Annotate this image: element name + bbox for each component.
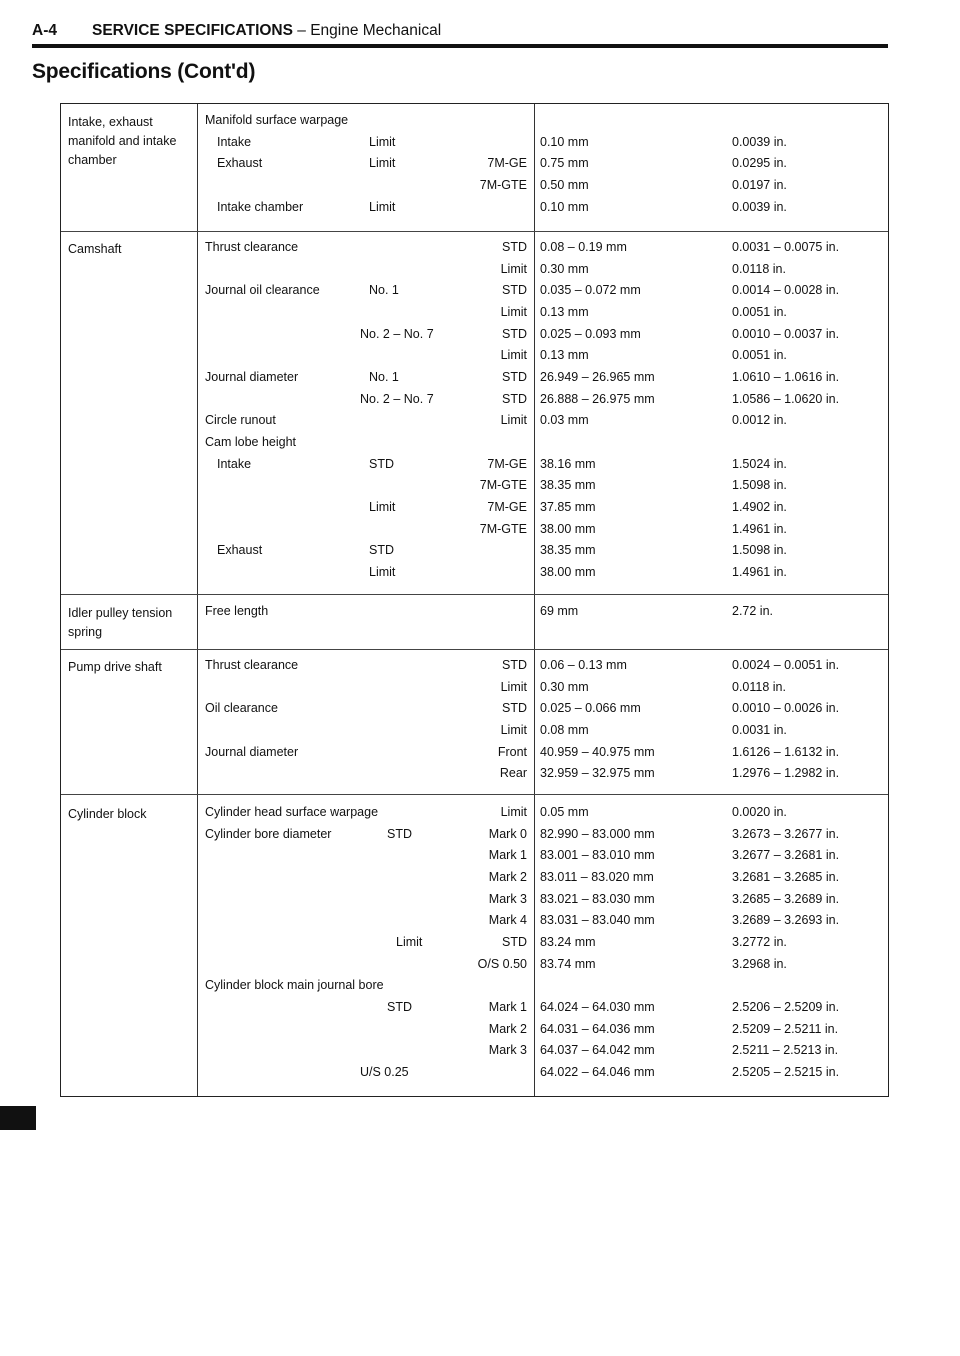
spec-variant: STD [502, 240, 527, 254]
spec-item: Cylinder block main journal bore [205, 978, 384, 993]
spec-condition: STD [369, 543, 394, 558]
value-mm: 0.08 mm [540, 723, 589, 737]
value-mm: 0.03 mm [540, 413, 589, 428]
value-in: 1.6126 – 1.6132 in. [732, 744, 840, 759]
value-mm: 0.13 mm [540, 305, 589, 319]
value-mm: 26.888 – 26.975 mm [540, 391, 655, 406]
value-in: 0.0010 – 0.0037 in. [732, 326, 840, 341]
spec-variant: Mark 3 [488, 1043, 527, 1058]
spec-variant: Mark 0 [488, 826, 527, 841]
group-label: Cylinder block [68, 807, 147, 821]
value-in: 0.0031 in. [732, 723, 787, 737]
value-in: 3.2685 – 3.2689 in. [732, 891, 840, 906]
page-number: A-4 [32, 22, 57, 39]
page-title: Specifications (Cont'd) [32, 60, 256, 83]
header-title: SERVICE SPECIFICATIONS [92, 22, 293, 39]
value-mm: 83.24 mm [540, 935, 596, 950]
value-mm: 69 mm [540, 604, 579, 618]
value-mm: 40.959 – 40.975 mm [540, 744, 655, 759]
spec-condition: No. 2 – No. 7 [360, 326, 434, 341]
value-mm: 64.031 – 64.036 mm [540, 1021, 655, 1036]
spec-condition: Limit [369, 565, 396, 580]
spec-condition: Limit [369, 156, 396, 171]
value-mm: 0.025 – 0.093 mm [540, 326, 641, 341]
spec-condition: Limit [396, 935, 423, 950]
spec-variant: Mark 1 [488, 848, 527, 863]
value-mm: 0.05 mm [540, 805, 589, 819]
spec-variant: STD [502, 658, 527, 672]
value-mm: 0.75 mm [540, 156, 589, 171]
spec-item: Journal oil clearance [205, 283, 320, 298]
spec-item: Exhaust [217, 543, 263, 558]
spec-variant: Limit [500, 723, 527, 737]
value-in: 2.5211 – 2.5213 in. [732, 1043, 839, 1058]
value-mm: 0.06 – 0.13 mm [540, 658, 627, 672]
spec-item: Oil clearance [205, 701, 278, 716]
value-in: 0.0197 in. [732, 178, 787, 192]
value-mm: 64.022 – 64.046 mm [540, 1065, 655, 1080]
spec-variant: Mark 2 [488, 1021, 527, 1036]
value-in: 1.4961 in. [732, 521, 787, 536]
group-label: Camshaft [68, 242, 122, 256]
spec-item: Intake [217, 456, 252, 471]
value-in: 0.0039 in. [732, 134, 787, 149]
value-in: 1.2976 – 1.2982 in. [732, 766, 840, 781]
spec-variant: Mark 2 [488, 870, 527, 884]
value-in: 0.0118 in. [732, 679, 786, 694]
value-mm: 0.035 – 0.072 mm [540, 283, 641, 298]
spec-variant: Limit [500, 305, 527, 319]
spec-condition: No. 2 – No. 7 [360, 391, 434, 406]
spec-condition: STD [369, 456, 394, 471]
value-in: 2.5209 – 2.5211 in. [732, 1021, 839, 1036]
value-mm: 0.08 – 0.19 mm [540, 240, 627, 254]
spec-condition: Limit [369, 199, 396, 214]
value-mm: 32.959 – 32.975 mm [540, 766, 655, 781]
value-mm: 0.50 mm [540, 178, 589, 192]
spec-table [60, 103, 889, 1097]
value-mm: 26.949 – 26.965 mm [540, 370, 655, 385]
value-mm: 0.10 mm [540, 134, 589, 149]
spec-variant: STD [502, 326, 527, 341]
value-mm: 38.00 mm [540, 521, 596, 536]
value-mm: 83.001 – 83.010 mm [540, 848, 655, 863]
spec-item: Thrust clearance [205, 658, 299, 672]
value-in: 3.2772 in. [732, 935, 787, 950]
value-in: 3.2968 in. [732, 956, 787, 971]
spec-variant: 7M-GTE [479, 178, 527, 192]
spec-variant: Limit [500, 805, 527, 819]
page-header [32, 22, 441, 40]
group-label: Idler pulley tension spring [68, 606, 173, 639]
value-mm: 38.35 mm [540, 478, 596, 493]
value-mm: 0.30 mm [540, 261, 589, 276]
header-rule [32, 44, 888, 48]
value-mm: 0.10 mm [540, 199, 589, 214]
spec-variant: Front [497, 744, 527, 759]
spec-item: Journal diameter [205, 370, 299, 385]
value-mm: 83.031 – 83.040 mm [540, 913, 655, 928]
spec-item: Manifold surface warpage [205, 113, 349, 127]
spec-variant: Rear [499, 766, 527, 781]
spec-variant: STD [502, 370, 527, 385]
value-in: 1.5098 in. [732, 543, 787, 558]
value-mm: 83.74 mm [540, 956, 596, 971]
spec-item: Thrust clearance [205, 240, 299, 254]
value-in: 2.5206 – 2.5209 in. [732, 1000, 840, 1015]
spec-variant: STD [502, 935, 527, 950]
value-mm: 0.025 – 0.066 mm [540, 701, 641, 716]
spec-variant: O/S 0.50 [477, 956, 527, 971]
spec-variant: Limit [500, 679, 527, 694]
spec-condition: Limit [369, 500, 396, 515]
spec-item: Cylinder head surface warpage [205, 805, 379, 819]
spec-item: Circle runout [205, 413, 276, 428]
spec-variant: STD [502, 391, 527, 406]
value-in: 0.0295 in. [732, 156, 787, 171]
spec-variant: Limit [500, 348, 527, 363]
spec-variant: Mark 4 [488, 913, 527, 928]
value-in: 0.0118 in. [732, 261, 786, 276]
value-mm: 0.30 mm [540, 679, 589, 694]
group-separator [61, 794, 888, 795]
value-in: 0.0010 – 0.0026 in. [732, 701, 840, 716]
spec-variant: 7M-GE [487, 156, 527, 171]
spec-item: Journal diameter [205, 744, 299, 759]
spec-item: Intake chamber [217, 199, 304, 214]
value-mm: 38.35 mm [540, 543, 596, 558]
value-mm: 64.024 – 64.030 mm [540, 1000, 655, 1015]
spec-condition: No. 1 [369, 370, 399, 385]
group-separator [61, 649, 888, 650]
group-separator [61, 594, 888, 595]
value-in: 2.72 in. [732, 604, 774, 618]
value-mm: 64.037 – 64.042 mm [540, 1043, 655, 1058]
value-in: 0.0039 in. [732, 199, 787, 214]
spec-item: Intake [217, 134, 252, 149]
group-label: Pump drive shaft [68, 660, 162, 674]
spec-condition: U/S 0.25 [360, 1065, 409, 1080]
value-in: 3.2689 – 3.2693 in. [732, 913, 840, 928]
value-in: 0.0014 – 0.0028 in. [732, 283, 840, 298]
value-mm: 38.00 mm [540, 565, 596, 580]
value-in: 0.0020 in. [732, 805, 787, 819]
value-mm: 0.13 mm [540, 348, 589, 363]
value-in: 1.5098 in. [732, 478, 787, 493]
value-in: 1.0586 – 1.0620 in. [732, 391, 840, 406]
value-mm: 37.85 mm [540, 500, 596, 515]
header-section: – Engine Mechanical [292, 22, 442, 39]
margin-marker [0, 1106, 36, 1130]
spec-variant: 7M-GE [487, 500, 527, 515]
value-in: 0.0051 in. [732, 305, 787, 319]
group-label: Intake, exhaust manifold and intake chamber [68, 115, 177, 167]
value-in: 1.4902 in. [732, 500, 787, 515]
spec-variant: Mark 3 [488, 891, 527, 906]
spec-variant: 7M-GTE [479, 521, 527, 536]
spec-variant: Limit [500, 413, 527, 428]
spec-item: Exhaust [217, 156, 263, 171]
spec-item: Cam lobe height [205, 435, 297, 450]
value-in: 1.4961 in. [732, 565, 787, 580]
spec-variant: STD [502, 701, 527, 716]
column-divider [197, 104, 198, 1096]
spec-condition: Limit [369, 134, 396, 149]
value-mm: 82.990 – 83.000 mm [540, 826, 655, 841]
value-in: 2.5205 – 2.5215 in. [732, 1065, 840, 1080]
value-in: 0.0031 – 0.0075 in. [732, 240, 840, 254]
value-mm: 38.16 mm [540, 456, 596, 471]
value-in: 1.0610 – 1.0616 in. [732, 370, 840, 385]
spec-variant: Mark 1 [488, 1000, 527, 1015]
column-divider [534, 104, 535, 1096]
value-in: 0.0012 in. [732, 413, 787, 428]
spec-variant: 7M-GTE [479, 478, 527, 493]
value-in: 1.5024 in. [732, 456, 787, 471]
group-separator [61, 231, 888, 232]
spec-condition: STD [387, 826, 412, 841]
value-in: 3.2681 – 3.2685 in. [732, 870, 840, 884]
spec-variant: 7M-GE [487, 456, 527, 471]
value-mm: 83.021 – 83.030 mm [540, 891, 655, 906]
spec-item: Cylinder bore diameter [205, 826, 332, 841]
value-mm: 83.011 – 83.020 mm [540, 870, 654, 884]
spec-item: Free length [205, 604, 269, 618]
spec-condition: STD [387, 1000, 412, 1015]
value-in: 3.2673 – 3.2677 in. [732, 826, 840, 841]
spec-variant: Limit [500, 261, 527, 276]
value-in: 3.2677 – 3.2681 in. [732, 848, 840, 863]
spec-variant: STD [502, 283, 527, 298]
value-in: 0.0051 in. [732, 348, 787, 363]
value-in: 0.0024 – 0.0051 in. [732, 658, 840, 672]
spec-condition: No. 1 [369, 283, 399, 298]
